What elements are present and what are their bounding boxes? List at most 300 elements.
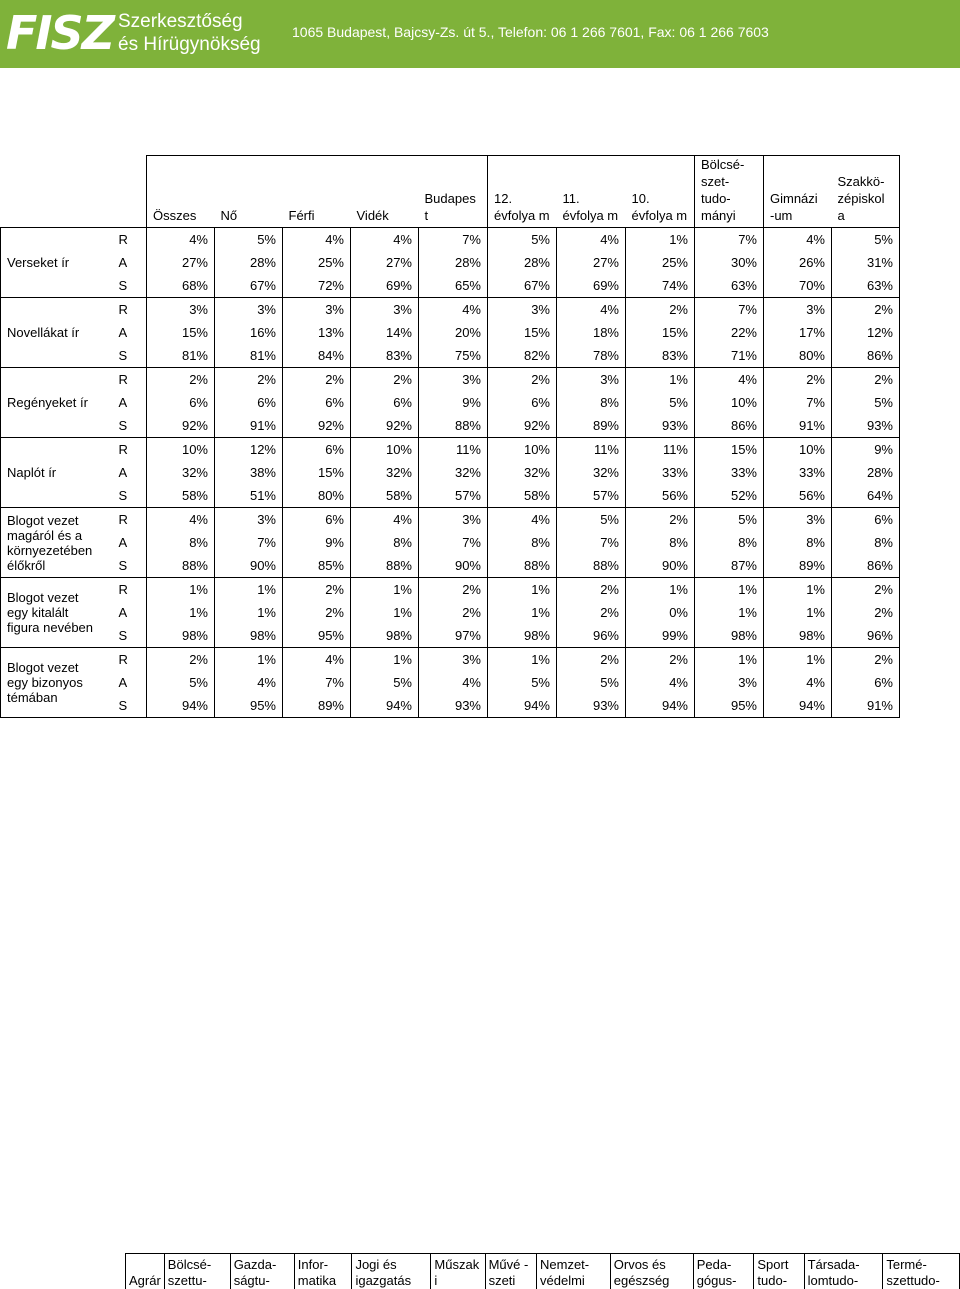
- value-cell: 8%: [147, 531, 215, 554]
- faculty-column-header: Orvos és egészség: [610, 1254, 693, 1289]
- value-cell: 1%: [695, 601, 764, 624]
- contact-address: 1065 Budapest, Bajcsy-Zs. út 5., Telefon: 06 1 266 7601, Fax: 06 1 266 7603: [292, 24, 769, 40]
- value-cell: 5%: [832, 228, 900, 252]
- value-cell: 6%: [283, 391, 351, 414]
- faculty-column-header: Jogi és igazgatás: [352, 1254, 431, 1289]
- value-cell: 88%: [488, 554, 557, 578]
- column-header: 11. évfolya m: [557, 156, 626, 228]
- value-cell: 95%: [695, 694, 764, 718]
- value-cell: 31%: [832, 251, 900, 274]
- value-cell: 57%: [557, 484, 626, 508]
- table-row: [1, 554, 900, 578]
- faculty-column-header: Termé- szettudo-: [883, 1254, 960, 1289]
- value-cell: 8%: [351, 531, 419, 554]
- value-cell: 94%: [351, 694, 419, 718]
- column-header: Férfi: [283, 156, 351, 228]
- value-cell: 20%: [419, 321, 488, 344]
- value-cell: 28%: [215, 251, 283, 274]
- value-cell: 2%: [832, 648, 900, 672]
- value-cell: 15%: [488, 321, 557, 344]
- row-code: S: [109, 414, 147, 438]
- value-cell: 8%: [695, 531, 764, 554]
- value-cell: 5%: [695, 508, 764, 532]
- value-cell: 94%: [488, 694, 557, 718]
- value-cell: 83%: [626, 344, 695, 368]
- column-header: Nő: [215, 156, 283, 228]
- row-code: R: [109, 648, 147, 672]
- table-row: [1, 624, 900, 648]
- value-cell: 75%: [419, 344, 488, 368]
- value-cell: 28%: [488, 251, 557, 274]
- value-cell: 8%: [832, 531, 900, 554]
- table-row: [1, 414, 900, 438]
- value-cell: 8%: [626, 531, 695, 554]
- letterhead: [0, 0, 960, 68]
- value-cell: 98%: [695, 624, 764, 648]
- table-row: [1, 601, 900, 624]
- value-cell: 7%: [283, 671, 351, 694]
- value-cell: 1%: [488, 601, 557, 624]
- value-cell: 92%: [147, 414, 215, 438]
- value-cell: 15%: [147, 321, 215, 344]
- value-cell: 10%: [147, 438, 215, 462]
- value-cell: 3%: [419, 508, 488, 532]
- value-cell: 67%: [215, 274, 283, 298]
- value-cell: 1%: [626, 228, 695, 252]
- value-cell: 8%: [557, 391, 626, 414]
- row-code: R: [109, 508, 147, 532]
- value-cell: 2%: [557, 601, 626, 624]
- value-cell: 2%: [147, 648, 215, 672]
- value-cell: 6%: [283, 508, 351, 532]
- value-cell: 4%: [419, 298, 488, 322]
- value-cell: 2%: [351, 368, 419, 392]
- table-row: [1, 228, 900, 252]
- row-code: S: [109, 274, 147, 298]
- value-cell: 7%: [419, 228, 488, 252]
- value-cell: 3%: [764, 508, 832, 532]
- faculty-column-header: Gazda- ságtu-: [230, 1254, 294, 1289]
- table-row: [1, 461, 900, 484]
- value-cell: 69%: [557, 274, 626, 298]
- survey-table: [0, 155, 900, 718]
- value-cell: 4%: [764, 671, 832, 694]
- value-cell: 58%: [351, 484, 419, 508]
- column-header: Összes: [147, 156, 215, 228]
- value-cell: 5%: [351, 671, 419, 694]
- faculty-column-header: Agrár: [126, 1254, 165, 1289]
- value-cell: 10%: [488, 438, 557, 462]
- column-header: Szakkö- zépiskol a: [832, 156, 900, 228]
- value-cell: 57%: [419, 484, 488, 508]
- table-row: [1, 274, 900, 298]
- value-cell: 7%: [557, 531, 626, 554]
- value-cell: 93%: [832, 414, 900, 438]
- row-code: R: [109, 438, 147, 462]
- value-cell: 98%: [764, 624, 832, 648]
- value-cell: 5%: [488, 228, 557, 252]
- value-cell: 2%: [283, 578, 351, 602]
- value-cell: 91%: [832, 694, 900, 718]
- value-cell: 7%: [695, 298, 764, 322]
- column-header: Gimnázi -um: [764, 156, 832, 228]
- value-cell: 82%: [488, 344, 557, 368]
- value-cell: 71%: [695, 344, 764, 368]
- column-header: 12. évfolya m: [488, 156, 557, 228]
- value-cell: 15%: [695, 438, 764, 462]
- value-cell: 6%: [147, 391, 215, 414]
- value-cell: 88%: [147, 554, 215, 578]
- value-cell: 9%: [419, 391, 488, 414]
- table-row: [1, 438, 900, 462]
- value-cell: 6%: [215, 391, 283, 414]
- value-cell: 1%: [215, 601, 283, 624]
- value-cell: 4%: [147, 508, 215, 532]
- value-cell: 5%: [557, 508, 626, 532]
- value-cell: 32%: [147, 461, 215, 484]
- value-cell: 18%: [557, 321, 626, 344]
- value-cell: 30%: [695, 251, 764, 274]
- table-row: [1, 344, 900, 368]
- value-cell: 2%: [832, 298, 900, 322]
- table-row: [1, 648, 900, 672]
- row-code: A: [109, 251, 147, 274]
- value-cell: 3%: [419, 368, 488, 392]
- value-cell: 52%: [695, 484, 764, 508]
- value-cell: 7%: [215, 531, 283, 554]
- value-cell: 27%: [557, 251, 626, 274]
- value-cell: 1%: [695, 648, 764, 672]
- value-cell: 94%: [626, 694, 695, 718]
- value-cell: 1%: [147, 601, 215, 624]
- value-cell: 2%: [147, 368, 215, 392]
- value-cell: 2%: [764, 368, 832, 392]
- faculty-header-table: [125, 1253, 960, 1289]
- value-cell: 80%: [764, 344, 832, 368]
- value-cell: 1%: [215, 578, 283, 602]
- value-cell: 96%: [832, 624, 900, 648]
- value-cell: 5%: [832, 391, 900, 414]
- value-cell: 6%: [832, 508, 900, 532]
- row-code: A: [109, 671, 147, 694]
- value-cell: 9%: [832, 438, 900, 462]
- value-cell: 92%: [488, 414, 557, 438]
- value-cell: 33%: [764, 461, 832, 484]
- faculty-column-header: Bölcsé- szettu-: [164, 1254, 230, 1289]
- value-cell: 6%: [351, 391, 419, 414]
- row-code: A: [109, 321, 147, 344]
- value-cell: 11%: [557, 438, 626, 462]
- fisz-logo: FISZ: [6, 6, 113, 60]
- value-cell: 9%: [283, 531, 351, 554]
- faculty-column-header: Infor- matika: [294, 1254, 352, 1289]
- value-cell: 2%: [557, 648, 626, 672]
- row-code: A: [109, 601, 147, 624]
- row-group-label: Naplót ír: [1, 438, 109, 508]
- value-cell: 3%: [147, 298, 215, 322]
- value-cell: 94%: [147, 694, 215, 718]
- value-cell: 4%: [283, 228, 351, 252]
- row-code: A: [109, 461, 147, 484]
- value-cell: 28%: [832, 461, 900, 484]
- value-cell: 98%: [488, 624, 557, 648]
- value-cell: 4%: [626, 671, 695, 694]
- value-cell: 2%: [626, 298, 695, 322]
- value-cell: 15%: [626, 321, 695, 344]
- value-cell: 28%: [419, 251, 488, 274]
- value-cell: 89%: [557, 414, 626, 438]
- value-cell: 2%: [832, 368, 900, 392]
- value-cell: 14%: [351, 321, 419, 344]
- value-cell: 90%: [419, 554, 488, 578]
- row-group-label: Novellákat ír: [1, 298, 109, 368]
- value-cell: 56%: [626, 484, 695, 508]
- faculty-column-header: Nemzet- védelmi: [537, 1254, 611, 1289]
- value-cell: 1%: [764, 648, 832, 672]
- value-cell: 93%: [419, 694, 488, 718]
- faculty-column-header: Sport tudo-: [754, 1254, 804, 1289]
- table-row: [1, 391, 900, 414]
- table-row: [1, 484, 900, 508]
- value-cell: 67%: [488, 274, 557, 298]
- row-code: R: [109, 228, 147, 252]
- value-cell: 5%: [488, 671, 557, 694]
- row-group-label: Blogot vezet egy kitalált figura nevében: [1, 578, 109, 648]
- table-row: [1, 671, 900, 694]
- value-cell: 4%: [695, 368, 764, 392]
- table-row: [1, 251, 900, 274]
- value-cell: 84%: [283, 344, 351, 368]
- value-cell: 70%: [764, 274, 832, 298]
- value-cell: 8%: [488, 531, 557, 554]
- value-cell: 32%: [557, 461, 626, 484]
- value-cell: 32%: [351, 461, 419, 484]
- value-cell: 17%: [764, 321, 832, 344]
- value-cell: 91%: [215, 414, 283, 438]
- value-cell: 1%: [764, 601, 832, 624]
- value-cell: 74%: [626, 274, 695, 298]
- value-cell: 0%: [626, 601, 695, 624]
- value-cell: 87%: [695, 554, 764, 578]
- value-cell: 4%: [557, 228, 626, 252]
- value-cell: 11%: [419, 438, 488, 462]
- value-cell: 93%: [626, 414, 695, 438]
- value-cell: 26%: [764, 251, 832, 274]
- value-cell: 4%: [488, 508, 557, 532]
- value-cell: 58%: [147, 484, 215, 508]
- value-cell: 88%: [419, 414, 488, 438]
- value-cell: 13%: [283, 321, 351, 344]
- value-cell: 98%: [351, 624, 419, 648]
- value-cell: 4%: [351, 508, 419, 532]
- value-cell: 63%: [832, 274, 900, 298]
- faculty-column-header: Peda- gógus-: [693, 1254, 754, 1289]
- table-row: [1, 508, 900, 532]
- value-cell: 64%: [832, 484, 900, 508]
- value-cell: 2%: [419, 578, 488, 602]
- value-cell: 51%: [215, 484, 283, 508]
- value-cell: 2%: [626, 648, 695, 672]
- value-cell: 33%: [695, 461, 764, 484]
- value-cell: 3%: [283, 298, 351, 322]
- value-cell: 3%: [215, 298, 283, 322]
- value-cell: 95%: [215, 694, 283, 718]
- row-code: S: [109, 624, 147, 648]
- value-cell: 16%: [215, 321, 283, 344]
- value-cell: 2%: [626, 508, 695, 532]
- value-cell: 10%: [764, 438, 832, 462]
- value-cell: 22%: [695, 321, 764, 344]
- row-code: R: [109, 298, 147, 322]
- value-cell: 1%: [488, 648, 557, 672]
- column-header-row: [1, 156, 900, 228]
- table-row: [1, 368, 900, 392]
- value-cell: 92%: [283, 414, 351, 438]
- value-cell: 98%: [215, 624, 283, 648]
- row-group-label: Regényeket ír: [1, 368, 109, 438]
- value-cell: 81%: [147, 344, 215, 368]
- value-cell: 3%: [557, 368, 626, 392]
- survey-table-wrapper: [0, 155, 900, 718]
- row-group-label: Verseket ír: [1, 228, 109, 298]
- value-cell: 96%: [557, 624, 626, 648]
- value-cell: 33%: [626, 461, 695, 484]
- org-line-2: és Hírügynökség: [118, 33, 261, 56]
- value-cell: 3%: [695, 671, 764, 694]
- value-cell: 86%: [832, 554, 900, 578]
- value-cell: 2%: [832, 601, 900, 624]
- value-cell: 4%: [764, 228, 832, 252]
- table-row: [1, 298, 900, 322]
- row-code: S: [109, 344, 147, 368]
- value-cell: 2%: [557, 578, 626, 602]
- value-cell: 6%: [488, 391, 557, 414]
- value-cell: 1%: [351, 601, 419, 624]
- value-cell: 5%: [147, 671, 215, 694]
- value-cell: 25%: [626, 251, 695, 274]
- value-cell: 4%: [215, 671, 283, 694]
- value-cell: 3%: [419, 648, 488, 672]
- value-cell: 6%: [832, 671, 900, 694]
- value-cell: 2%: [419, 601, 488, 624]
- value-cell: 15%: [283, 461, 351, 484]
- value-cell: 1%: [147, 578, 215, 602]
- column-header: Vidék: [351, 156, 419, 228]
- value-cell: 95%: [283, 624, 351, 648]
- value-cell: 2%: [283, 601, 351, 624]
- column-header: 10. évfolya m: [626, 156, 695, 228]
- value-cell: 63%: [695, 274, 764, 298]
- value-cell: 2%: [488, 368, 557, 392]
- faculty-header-table-wrapper: [125, 1253, 960, 1289]
- value-cell: 72%: [283, 274, 351, 298]
- value-cell: 88%: [351, 554, 419, 578]
- value-cell: 7%: [764, 391, 832, 414]
- value-cell: 4%: [419, 671, 488, 694]
- value-cell: 85%: [283, 554, 351, 578]
- value-cell: 4%: [557, 298, 626, 322]
- value-cell: 27%: [351, 251, 419, 274]
- value-cell: 5%: [557, 671, 626, 694]
- value-cell: 1%: [215, 648, 283, 672]
- value-cell: 68%: [147, 274, 215, 298]
- value-cell: 1%: [695, 578, 764, 602]
- value-cell: 12%: [215, 438, 283, 462]
- value-cell: 94%: [764, 694, 832, 718]
- value-cell: 38%: [215, 461, 283, 484]
- value-cell: 99%: [626, 624, 695, 648]
- org-line-1: Szerkesztőség: [118, 10, 261, 33]
- table-row: [1, 578, 900, 602]
- value-cell: 25%: [283, 251, 351, 274]
- value-cell: 1%: [764, 578, 832, 602]
- value-cell: 83%: [351, 344, 419, 368]
- value-cell: 1%: [626, 578, 695, 602]
- value-cell: 80%: [283, 484, 351, 508]
- row-code: R: [109, 368, 147, 392]
- value-cell: 65%: [419, 274, 488, 298]
- value-cell: 90%: [626, 554, 695, 578]
- value-cell: 81%: [215, 344, 283, 368]
- value-cell: 86%: [695, 414, 764, 438]
- value-cell: 1%: [351, 578, 419, 602]
- value-cell: 8%: [764, 531, 832, 554]
- value-cell: 3%: [764, 298, 832, 322]
- value-cell: 91%: [764, 414, 832, 438]
- value-cell: 12%: [832, 321, 900, 344]
- value-cell: 58%: [488, 484, 557, 508]
- value-cell: 32%: [419, 461, 488, 484]
- value-cell: 2%: [215, 368, 283, 392]
- value-cell: 32%: [488, 461, 557, 484]
- value-cell: 27%: [147, 251, 215, 274]
- value-cell: 10%: [351, 438, 419, 462]
- value-cell: 1%: [626, 368, 695, 392]
- row-code: A: [109, 391, 147, 414]
- value-cell: 93%: [557, 694, 626, 718]
- value-cell: 7%: [419, 531, 488, 554]
- row-code: S: [109, 554, 147, 578]
- value-cell: 6%: [283, 438, 351, 462]
- row-group-label: Blogot vezet egy bizonyos témában: [1, 648, 109, 718]
- faculty-column-header: Művé -szeti: [485, 1254, 536, 1289]
- value-cell: 2%: [283, 368, 351, 392]
- value-cell: 3%: [488, 298, 557, 322]
- column-header: Budapes t: [419, 156, 488, 228]
- table-row: [1, 321, 900, 344]
- value-cell: 1%: [351, 648, 419, 672]
- value-cell: 88%: [557, 554, 626, 578]
- organization-name: [118, 10, 261, 56]
- value-cell: 3%: [351, 298, 419, 322]
- value-cell: 5%: [626, 391, 695, 414]
- value-cell: 1%: [488, 578, 557, 602]
- row-code: R: [109, 578, 147, 602]
- table-row: [1, 531, 900, 554]
- value-cell: 11%: [626, 438, 695, 462]
- faculty-column-header: Műszak i: [431, 1254, 485, 1289]
- value-cell: 3%: [215, 508, 283, 532]
- value-cell: 92%: [351, 414, 419, 438]
- value-cell: 86%: [832, 344, 900, 368]
- row-code: A: [109, 531, 147, 554]
- row-code: S: [109, 484, 147, 508]
- faculty-column-header: Társada- lomtudo-: [804, 1254, 883, 1289]
- value-cell: 97%: [419, 624, 488, 648]
- value-cell: 10%: [695, 391, 764, 414]
- value-cell: 4%: [351, 228, 419, 252]
- faculty-header-row: [126, 1254, 960, 1289]
